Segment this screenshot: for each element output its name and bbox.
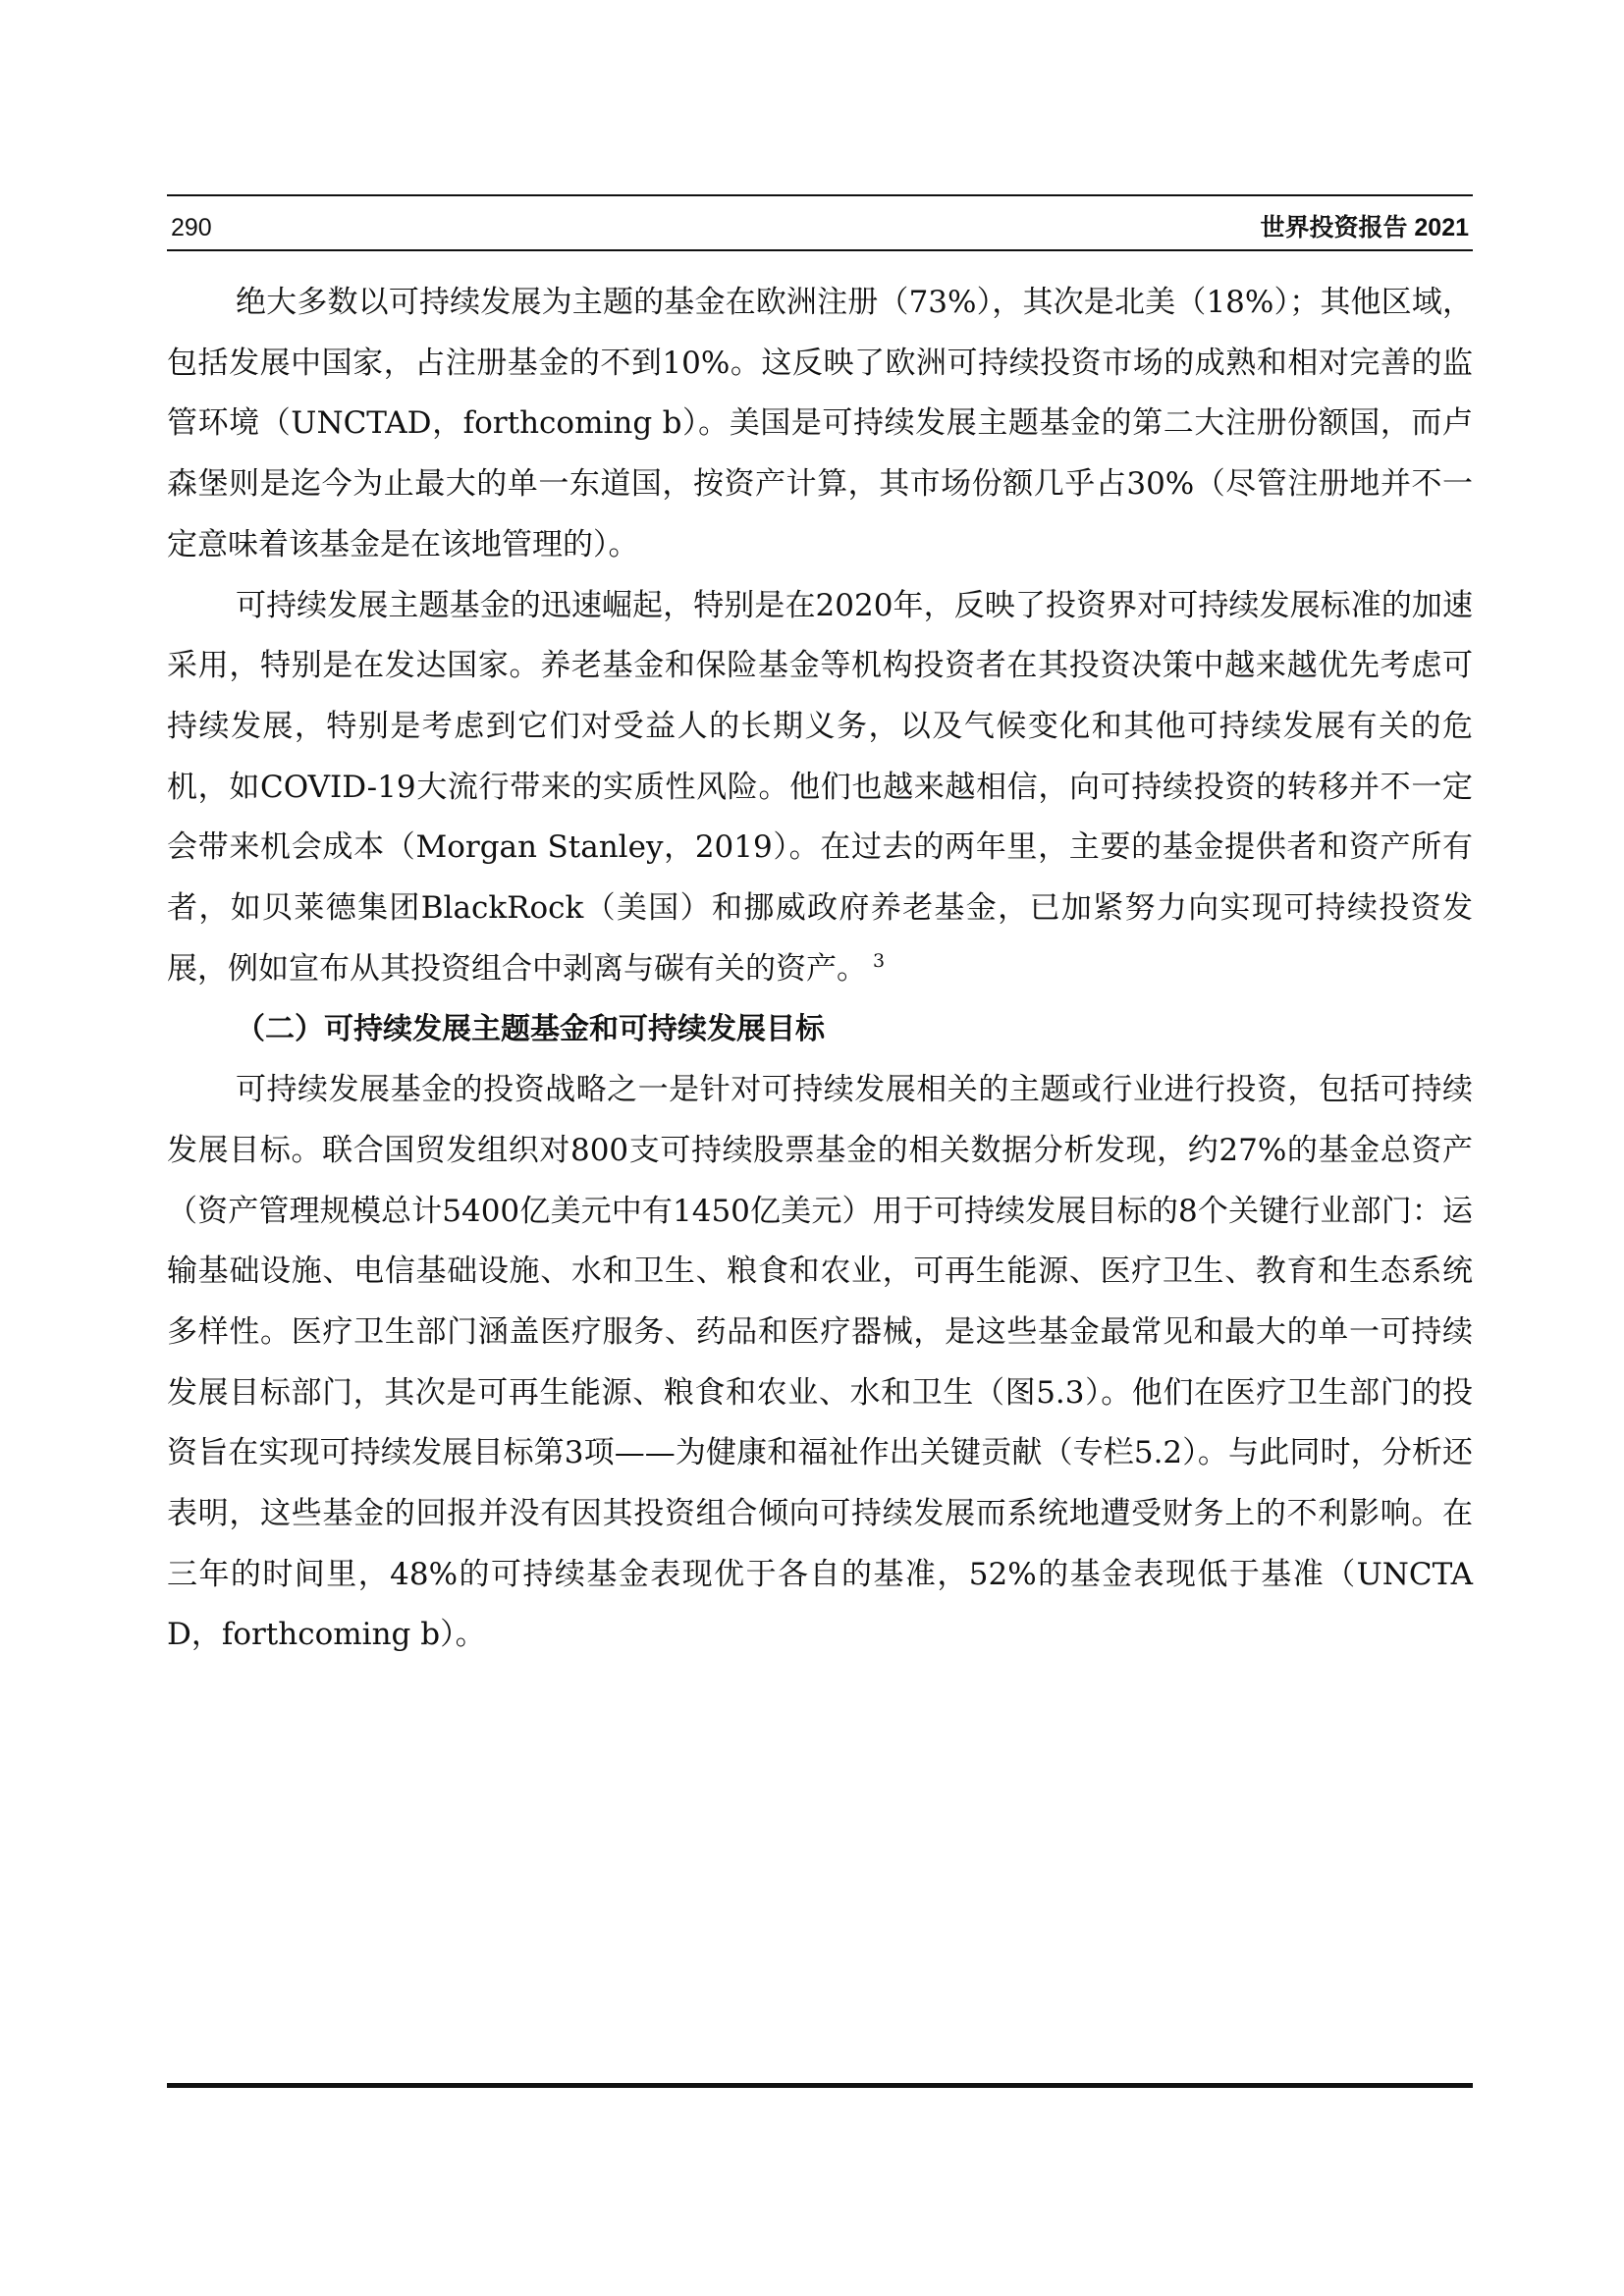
footer-rule (167, 2083, 1473, 2088)
paragraph-text: 可持续发展基金的投资战略之一是针对可持续发展相关的主题或行业进行投资，包括可持续发展目标。联合国贸发组织对800支可持续股票基金的相关数据分析发现，约27%的基金总资产（资产管理规模总计5400亿美元中有1450亿美元）用于可持续发展目标的8个关键行业部门：运输基础设施、电信基础设施、水和卫生、粮食和农业，可再生能源、医疗卫生、教育和生态系统多样性。医疗卫生部门涵盖医疗服务、药品和医疗器械，是这些基金最常见和最大的单一可持续发展目标部门，其次是可再生能源、粮食和农业、水和卫生（图5.3）。他们在医疗卫生部门的投资旨在实现可持续发展目标第3项——为健康和福祉作出关键贡献（专栏5.2）。与此同时，分析还表明，这些基金的回报并没有因其投资组合倾向可持续发展而系统地遭受财务上的不利影响。在三年的时间里，48%的可持续基金表现优于各自的基准，52%的基金表现低于基准（UNCTAD，forthcoming b）。 (167, 1072, 1473, 1653)
page-header (167, 208, 1473, 247)
paragraph-rapid-rise (167, 576, 1473, 1000)
paragraph-text: 可持续发展主题基金的迅速崛起，特别是在2020年，反映了投资界对可持续发展标准的加速采用，特别是在发达国家。养老基金和保险基金等机构投资者在其投资决策中越来越优先考虑可持续发展，特别是考虑到它们对受益人的长期义务，以及气候变化和其他可持续发展有关的危机，如COVID-19大流行带来的实质性风险。他们也越来越相信，向可持续投资的转移并不一定会带来机会成本（Morgan Stanley，2019）。在过去的两年里，主要的基金提供者和资产所有者，如贝莱德集团BlackRock（美国）和挪威政府养老基金，已加紧努力向实现可持续投资发展，例如宣布从其投资组合中剥离与碳有关的资产。 (167, 587, 1473, 987)
running-title: 世界投资报告 2021 (1260, 214, 1469, 241)
header-top-rule (167, 194, 1473, 196)
paragraph-sdg-investment (167, 1060, 1473, 1666)
footnote-reference: 3 (873, 950, 886, 973)
section-heading: （二）可持续发展主题基金和可持续发展目标 (236, 1012, 825, 1047)
body-text (167, 273, 1473, 1666)
paragraph-fund-registration (167, 273, 1473, 576)
paragraph-text: 绝大多数以可持续发展为主题的基金在欧洲注册（73%），其次是北美（18%）；其他区域，包括发展中国家，占注册基金的不到10%。这反映了欧洲可持续投资市场的成熟和相对完善的监管环境（UNCTAD，forthcoming b）。美国是可持续发展主题基金的第二大注册份额国，而卢森堡则是迄今为止最大的单一东道国，按资产计算，其市场份额几乎占30%（尽管注册地并不一定意味着该基金是在该地管理的）。 (167, 285, 1473, 562)
page-number: 290 (171, 214, 212, 241)
header-underline-rule (167, 249, 1473, 251)
